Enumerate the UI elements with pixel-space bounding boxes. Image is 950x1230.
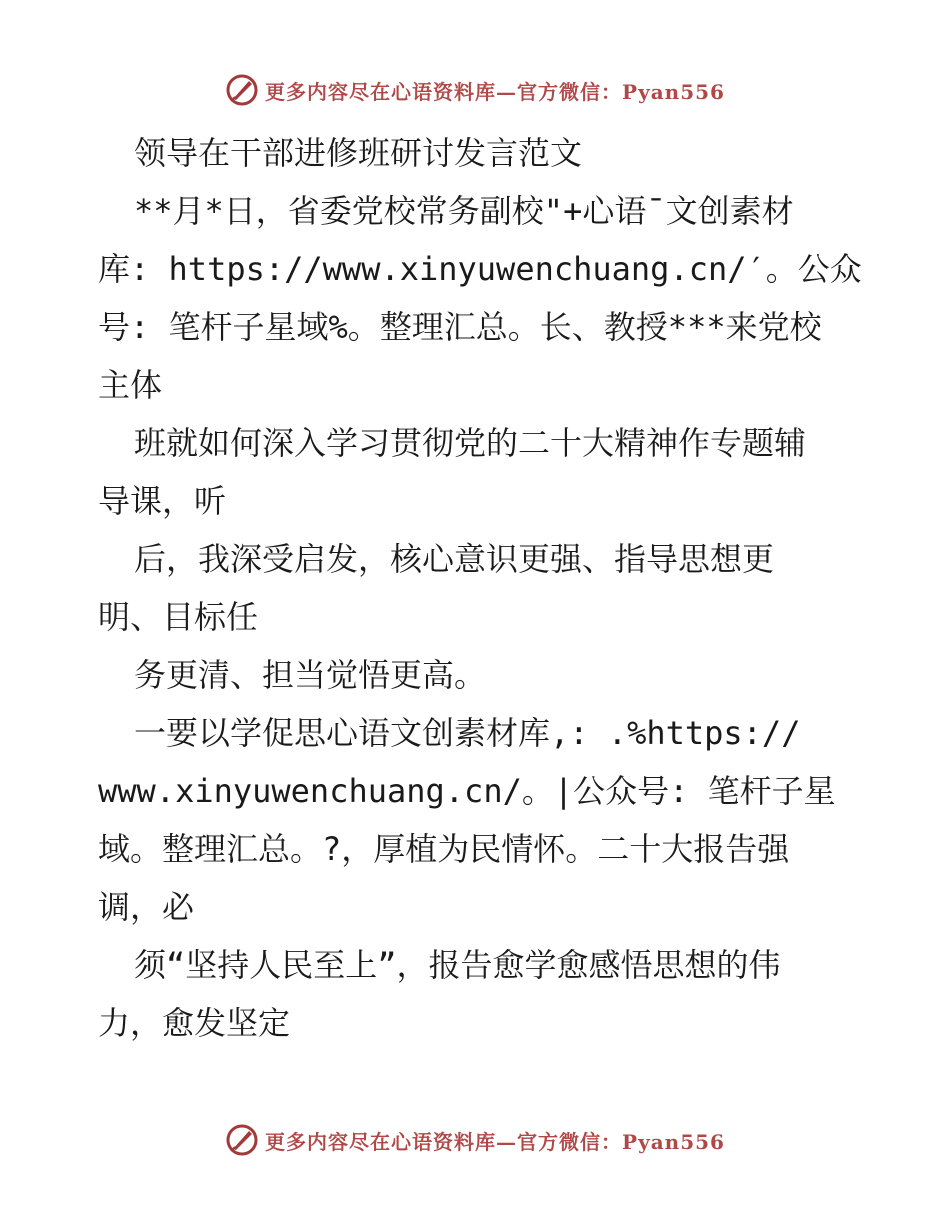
text-line: 号: 笔杆子星域%。整理汇总。长、教授***来党校 bbox=[98, 308, 822, 346]
text-line: 明、目标任 bbox=[98, 598, 259, 636]
banner-text: 更多内容尽在心语资料库—官方微信：Pyan556 bbox=[265, 79, 725, 104]
banner-text: 更多内容尽在心语资料库—官方微信：Pyan556 bbox=[265, 1129, 725, 1154]
text-line: 务更清、担当觉悟更高。 bbox=[134, 656, 487, 694]
text-line: 力，愈发坚定 bbox=[98, 1004, 291, 1042]
text-line: 库: https://www.xinyuwenchuang.cn/′。公众 bbox=[98, 250, 862, 288]
text-line: 调，必 bbox=[98, 888, 195, 926]
text-line: 后，我深受启发，核心意识更强、指导思想更 bbox=[134, 540, 775, 578]
header-banner bbox=[0, 70, 950, 110]
quill-logo-icon bbox=[225, 1123, 259, 1157]
text-line: 域。整理汇总。?，厚植为民情怀。二十大报告强 bbox=[98, 830, 790, 868]
document-body bbox=[98, 124, 862, 1052]
text-line: 一要以学促思心语文创素材库,: .%https:// bbox=[134, 714, 801, 752]
text-line: **月*日，省委党校常务副校"+心语¯文创素材 bbox=[134, 192, 794, 230]
text-line: 领导在干部进修班研讨发言范文 bbox=[134, 134, 583, 172]
quill-logo-icon bbox=[225, 73, 259, 107]
text-line: www.xinyuwenchuang.cn/。|公众号: 笔杆子星 bbox=[98, 772, 836, 810]
text-line: 导课，听 bbox=[98, 482, 227, 520]
text-line: 班就如何深入学习贯彻党的二十大精神作专题辅 bbox=[134, 424, 807, 462]
text-line: 须“坚持人民至上”，报告愈学愈感悟思想的伟 bbox=[134, 946, 781, 984]
text-line: 主体 bbox=[98, 366, 163, 404]
footer-banner bbox=[0, 1120, 950, 1160]
